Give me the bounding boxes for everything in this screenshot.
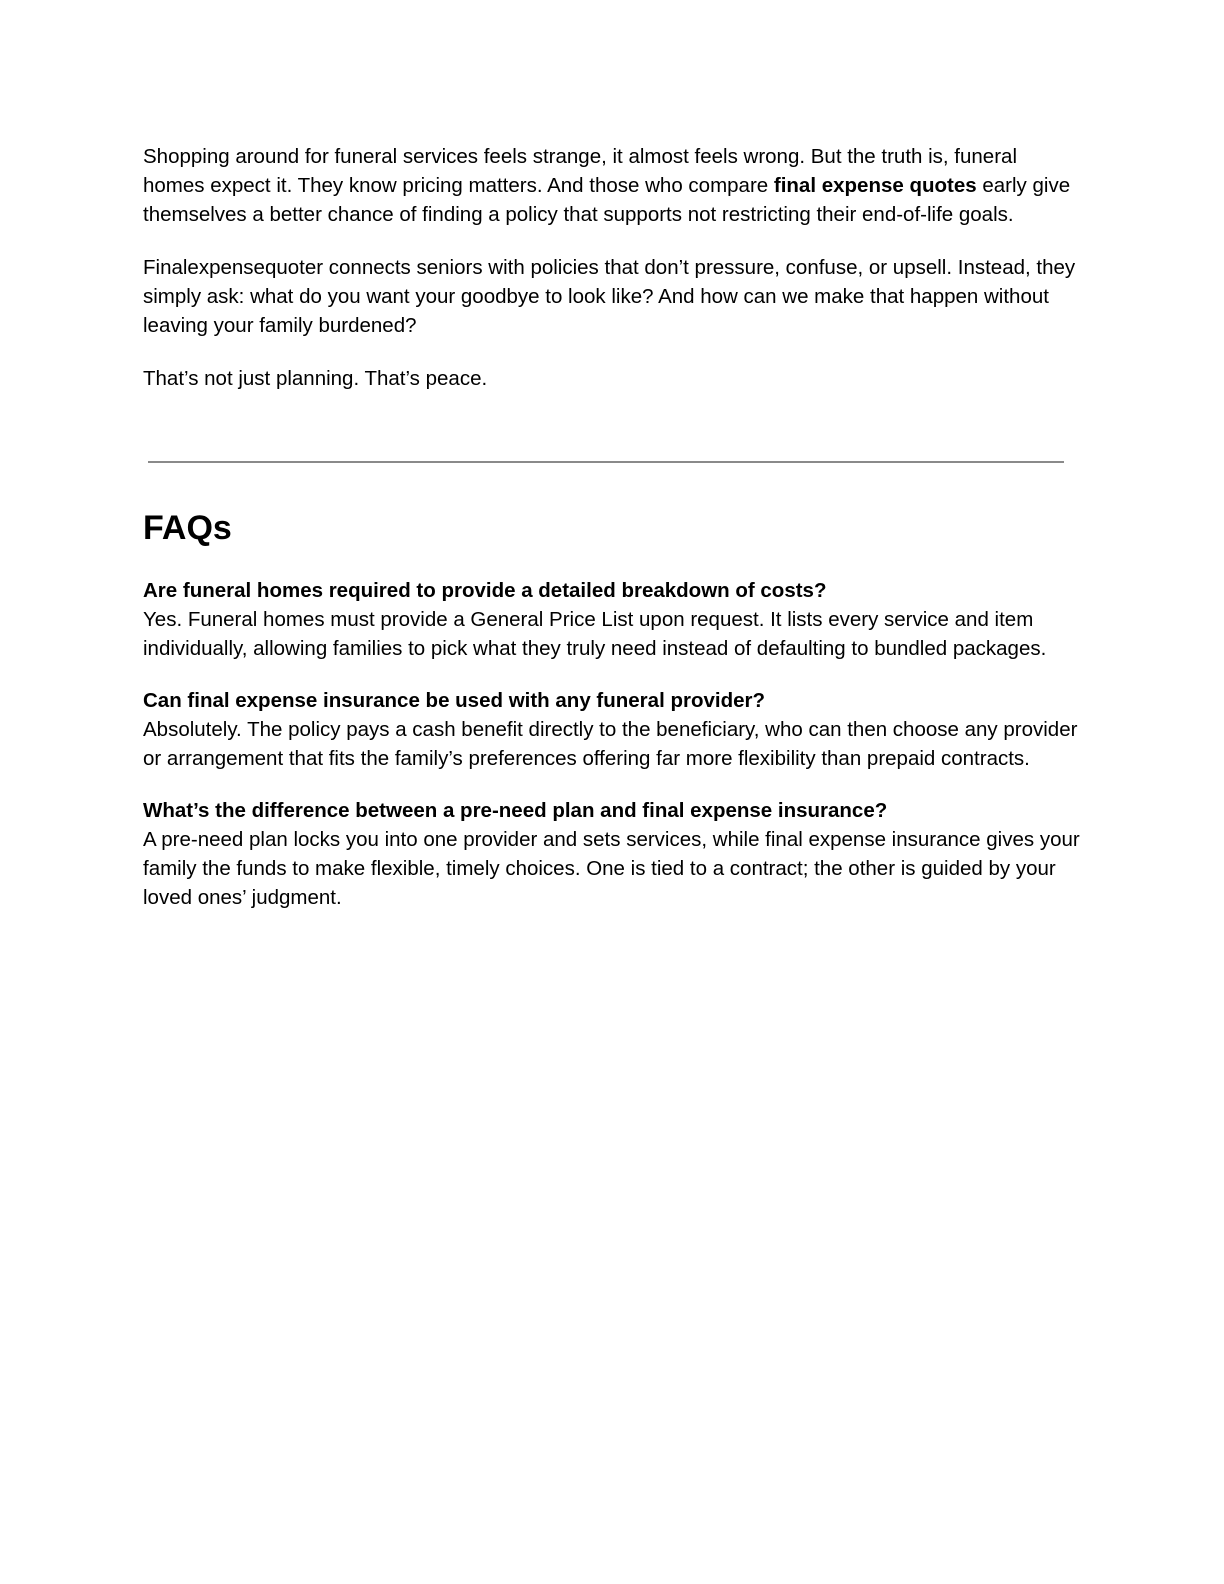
intro-p1-text-end: early give themselves a better chance of finding a policy that supports not restricting their end-of-life goals. <box>143 174 1071 226</box>
faq-answer: Absolutely. The policy pays a cash benefit directly to the beneficiary, who can then choose any provider or arrangement that fits the family’s preferences offering far more flexibility than prepaid contracts. <box>143 718 1078 770</box>
faq-section <box>143 506 1083 935</box>
section-divider <box>148 461 1064 463</box>
faq-question: Can final expense insurance be used with any funeral provider? <box>143 689 765 712</box>
intro-p1-bold-phrase: final expense quotes <box>773 174 977 197</box>
faq-answer: A pre-need plan locks you into one provider and sets services, while final expense insurance gives your family the funds to make flexible, timely choices. One is tied to a contract; the other is guided by your loved ones’ judgment. <box>143 828 1080 909</box>
faq-question: Are funeral homes required to provide a detailed breakdown of costs? <box>143 579 827 602</box>
intro-paragraph-2: Finalexpensequoter connects seniors with policies that don’t pressure, confuse, or upsell. Instead, they simply ask: what do you want your goodbye to look like? And how can we make that happen without leaving your family burdened? <box>143 256 1076 337</box>
intro-paragraph-1 <box>143 142 1083 229</box>
faq-heading: FAQs <box>143 509 232 547</box>
faq-question: What’s the difference between a pre-need plan and final expense insurance? <box>143 799 888 822</box>
faq-item <box>143 796 1083 912</box>
faq-answer: Yes. Funeral homes must provide a General Price List upon request. It lists every service and item individually, allowing families to pick what they truly need instead of defaulting to bundled packages. <box>143 608 1047 660</box>
intro-section <box>143 142 1083 417</box>
faq-item <box>143 686 1083 773</box>
faq-item <box>143 576 1083 663</box>
intro-p1-text-start: Shopping around for funeral services feels strange, it almost feels wrong. But the truth is, funeral homes expect it. They know pricing matters. And those who compare <box>143 145 1017 197</box>
intro-paragraph-3: That’s not just planning. That’s peace. <box>143 367 488 390</box>
